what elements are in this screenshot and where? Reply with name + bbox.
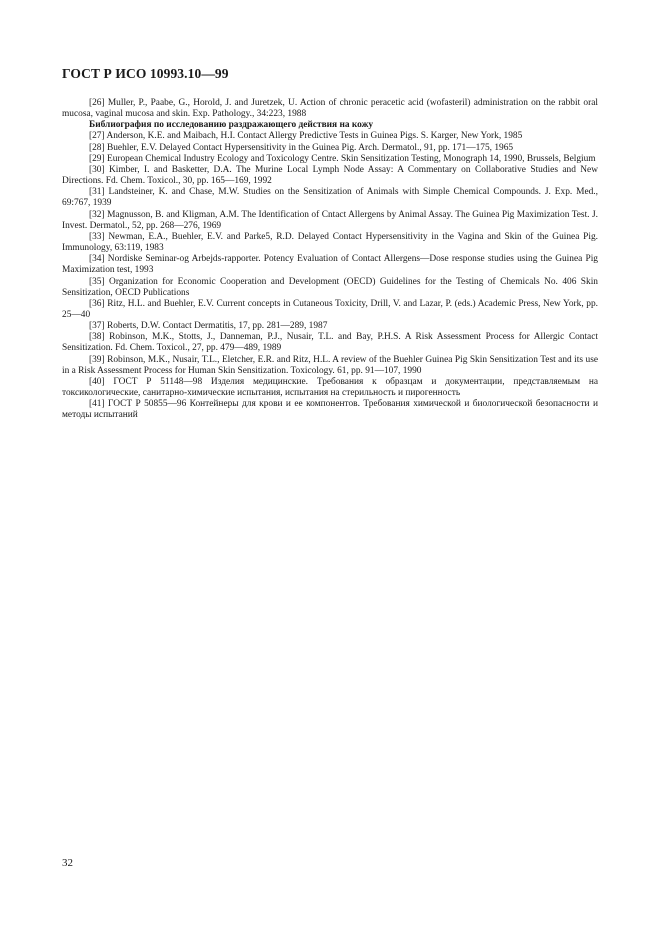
- page-number: 32: [62, 857, 73, 869]
- reference-item: [29] European Chemical Industry Ecology and Toxicology Centre. Skin Sensitization Testing, Monograph 14, 1990, Brussels, Belgium: [89, 153, 596, 164]
- bibliography-subheading: Библиография по исследованию раздражающего действия на кожу: [89, 120, 374, 131]
- reference-item: [26] Muller, P., Paabe, G., Horold, J. and Juretzek, U. Action of chronic peracetic acid (wofasteril) administration on the rabbit oral mucosa, vaginal mucosa and skin. Exp. Pathology., 34:223, 1988: [62, 98, 598, 120]
- reference-item: [38] Robinson, M.K., Stotts, J., Danneman, P.J., Nusair, T.L. and Bay, P.H.S. A Risk Assessment Process for Allergic Contact Sensitization. Fd. Chem. Toxicol., 27, pp. 479—489, 1989: [62, 332, 598, 354]
- reference-item: [28] Buehler, E.V. Delayed Contact Hypersensitivity in the Guinea Pig. Arch. Dermatol., 91, pp. 171—175, 1965: [89, 142, 514, 153]
- reference-item: [31] Landsteiner, K. and Chase, M.W. Studies on the Sensitization of Animals with Simple Chemical Compounds. J. Exp. Med., 69:767, 1939: [62, 187, 598, 209]
- reference-item: [32] Magnusson, B. and Kligman, A.M. The Identification of Cntact Allergens by Animal Assay. The Guinea Pig Maximization Test. J. Invest. Dermatol., 52, pp. 268—276, 1969: [62, 209, 598, 231]
- reference-item: [30] Kimber, I. and Basketter, D.A. The Murine Local Lymph Node Assay: A Commentary on Collaborative Studies and New Directions. Fd. Chem. Toxicol., 30, pp. 165—169, 1992: [62, 164, 598, 187]
- reference-item: [40] ГОСТ Р 51148—98 Изделия медицинские. Требования к образцам и документации, представляемым на токсикологические, санитарно-химические испытания, испытания на стерильность и пирогенность: [62, 376, 598, 399]
- reference-item: [33] Newman, E.A., Buehler, E.V. and Parke5, R.D. Delayed Contact Hypersensitivity in the Vagina and Skin of the Guinea Pig. Immunology, 63:119, 1983: [62, 231, 598, 254]
- reference-item: [37] Roberts, D.W. Contact Dermatitis, 17, pp. 281—289, 1987: [89, 321, 328, 332]
- reference-item: [36] Ritz, H.L. and Buehler, E.V. Current concepts in Cutaneous Toxicity, Drill, V. and Lazar, P. (eds.) Academic Press, New York, pp. 25—40: [62, 298, 598, 320]
- reference-item: [27] Anderson, K.E. and Maibach, H.I. Contact Allergy Predictive Tests in Guinea Pigs. S. Karger, New York, 1985: [89, 131, 523, 142]
- reference-item: [34] Nordiske Seminar-og Arbejds-rapporter. Potency Evaluation of Contact Allergens—Dose response studies using the Guinea Pig Maximization test, 1993: [62, 254, 598, 276]
- reference-item: [39] Robinson, M.K., Nusair, T.L., Eletcher, E.R. and Ritz, H.L. A review of the Buehler Guinea Pig Skin Sensitization Test and its use in a Risk Assessment Process for Human Skin Sensitization. Toxicology. 61, pp. 91—107, 1990: [62, 354, 598, 376]
- document-header: ГОСТ Р ИСО 10993.10—99: [62, 66, 229, 81]
- reference-item: [41] ГОСТ Р 50855—96 Контейнеры для крови и ее компонентов. Требования химической и биологической безопасности и методы испытаний: [62, 399, 598, 421]
- bibliography-list: [62, 98, 598, 422]
- reference-item: [35] Organization for Economic Cooperation and Development (OECD) Guidelines for the Testing of Chemicals No. 406 Skin Sensitization, OECD Publications: [62, 276, 598, 298]
